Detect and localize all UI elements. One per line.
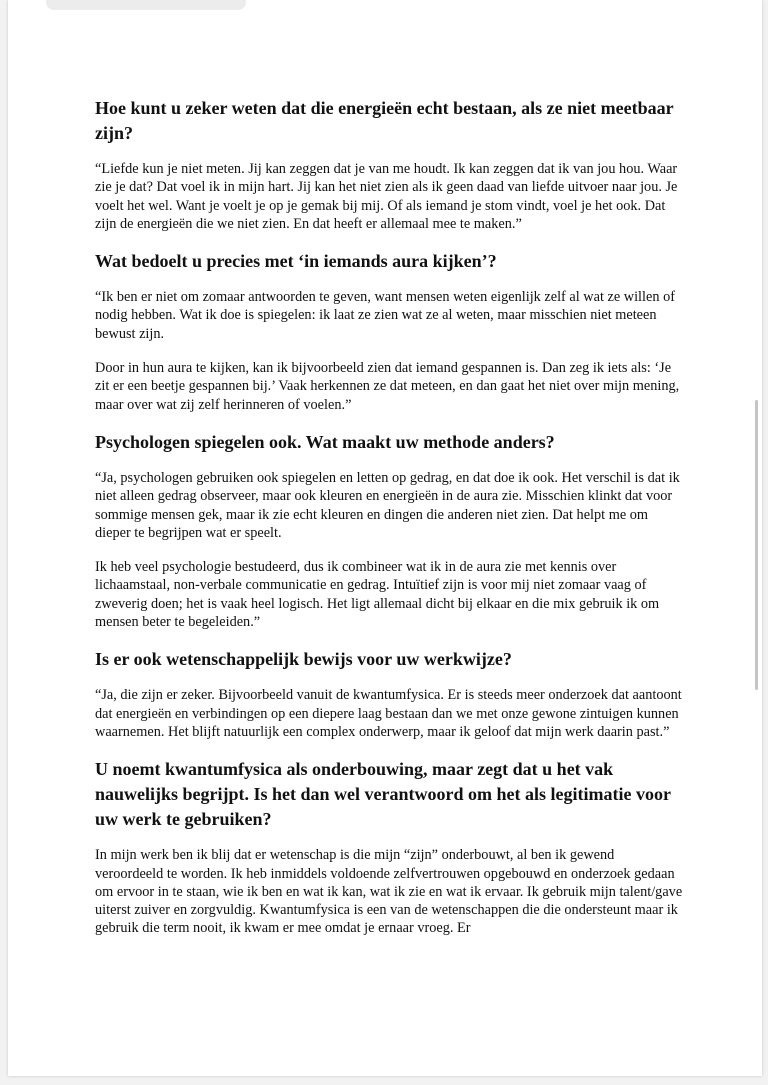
answer-paragraph: “Liefde kun je niet meten. Jij kan zeggen dat je van me houdt. Ik kan zeggen dat ik van jou hou. Waar zie je dat? Dat voel ik in mijn hart. Jij kan het niet zien als ik geen daad van liefde uitvoer naar jou. Je voelt het wel. Want je voelt je op je gemak bij mij. Of als iemand je stom vindt, voel je het ook. Dat zijn de energieën die we niet zien. En dat heeft er allemaal mee te maken.” bbox=[95, 161, 678, 232]
top-tab bbox=[46, 0, 246, 10]
qa-section-3 bbox=[95, 430, 683, 631]
answer-paragraph: “Ja, die zijn er zeker. Bijvoorbeeld vanuit de kwantumfysica. Er is steeds meer onderzoek dat aantoont dat energieën en verbindingen op een diepere laag bestaan dan we met onze gewone zintuigen kunnen waarnemen. Het blijft natuurlijk een complex onderwerp, maar ik geloof dat mijn werk daarin past.” bbox=[95, 687, 682, 740]
answer-paragraph: Ik heb veel psychologie bestudeerd, dus ik combineer wat ik in de aura zie met kennis over lichaamstaal, non-verbale communicatie en gedrag. Intuïtief zijn is voor mij niet zomaar vaag of zweverig doen; het is vaak heel logisch. Het ligt allemaal dicht bij elkaar en die mix gebruik ik om mensen beter te begeleiden.” bbox=[95, 559, 660, 631]
qa-section-2 bbox=[95, 249, 683, 414]
qa-section-5 bbox=[95, 757, 683, 937]
answer-paragraph: In mijn werk ben ik blij dat er wetenschap is die mijn “zijn” onderbouwt, al ben ik gewend veroordeeld te worden. Ik heb inmiddels voldoende zelfvertrouwen opgebouwd en onderzoek gedaan om ervoor in te staan, wie ik ben en wat ik kan, wat ik zie en wat ik ervaar. Ik gebruik mijn talent/gave uiterst zuiver en zorgvuldig. Kwantumfysica is een van de wetenschappen die die ondersteunt maar ik gebruik die term nooit, ik kwam er mee omdat je ernaar vroeg. Er bbox=[95, 847, 683, 937]
question-heading: Psychologen spiegelen ook. Wat maakt uw methode anders? bbox=[95, 431, 555, 452]
question-heading: U noemt kwantumfysica als onderbouwing, maar zegt dat u het vak nauwelijks begrijpt. Is het dan wel verantwoord om het als legitimatie voor uw werk te gebruiken? bbox=[95, 759, 671, 830]
question-heading: Wat bedoelt u precies met ‘in iemands aura kijken’? bbox=[95, 251, 497, 272]
question-heading: Hoe kunt u zeker weten dat die energieën echt bestaan, als ze niet meetbaar zijn? bbox=[95, 98, 674, 143]
document-page bbox=[8, 0, 762, 1076]
scrollbar[interactable] bbox=[755, 400, 758, 690]
question-heading: Is er ook wetenschappelijk bewijs voor uw werkwijze? bbox=[95, 649, 512, 670]
answer-paragraph: Door in hun aura te kijken, kan ik bijvoorbeeld zien dat iemand gespannen is. Dan zeg ik iets als: ‘Je zit er een beetje gespannen bij.’ Vaak herkennen ze dat meteen, en dan gaat het niet over mijn mening, maar over wat zij zelf herinneren of voelen.” bbox=[95, 360, 680, 413]
answer-paragraph: “Ja, psychologen gebruiken ook spiegelen en letten op gedrag, en dat doe ik ook. Het verschil is dat ik niet alleen gedrag observeer, maar ook kleuren en energieën in de aura zie. Misschien klinkt dat voor sommige mensen gek, maar ik zie echt kleuren en dingen die anderen niet zien. Dat helpt me om dieper te begrijpen wat er speelt. bbox=[95, 469, 680, 541]
qa-section-1 bbox=[95, 96, 683, 233]
answer-paragraph: “Ik ben er niet om zomaar antwoorden te geven, want mensen weten eigenlijk zelf al wat ze willen of nodig hebben. Wat ik doe is spiegelen: ik laat ze zien wat ze al weten, maar misschien niet meteen bewust zijn. bbox=[95, 289, 675, 342]
document-body bbox=[95, 96, 683, 954]
qa-section-4 bbox=[95, 647, 683, 741]
